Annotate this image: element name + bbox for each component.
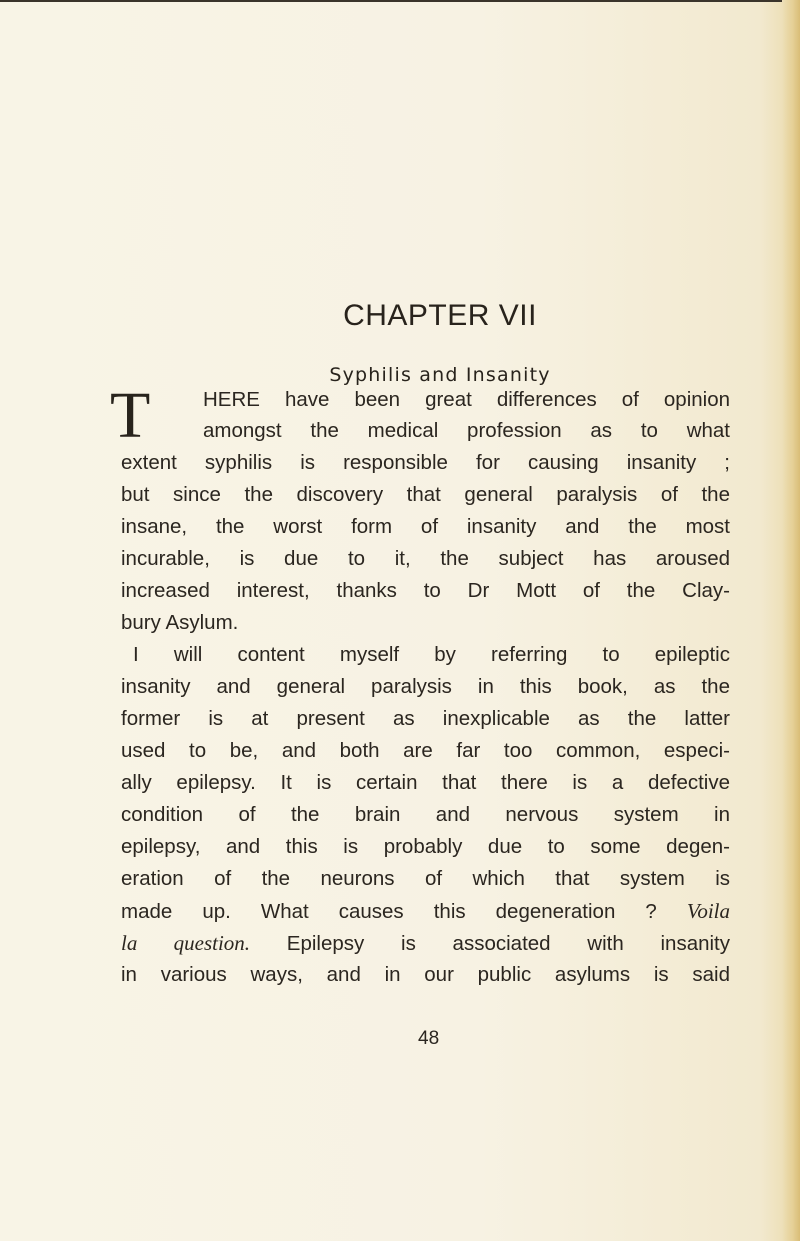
text-line: insanity and general paralysis in this book, as the: [121, 675, 730, 698]
chapter-title: CHAPTER VII: [343, 299, 537, 332]
text-line: bury Asylum.: [121, 611, 239, 634]
text-line: HERE have been great differences of opinion: [203, 388, 730, 411]
text-line: increased interest, thanks to Dr Mott of the Clay-: [121, 579, 730, 602]
text-span: Epilepsy is associated with insanity: [286, 932, 731, 955]
text-line: former is at present as inexplicable as the latter: [121, 707, 730, 730]
text-line: insane, the worst form of insanity and the most: [121, 515, 730, 538]
text-line: [121, 929, 730, 957]
text-line: epilepsy, and this is probably due to some degen-: [121, 835, 730, 858]
scan-top-rule: [0, 0, 782, 2]
text-span: made up. What causes this degeneration ?: [121, 900, 657, 923]
text-line: I will content myself by referring to epileptic: [133, 643, 730, 666]
page-number: 48: [418, 1028, 440, 1049]
page-edge-shading: [782, 0, 800, 1241]
italic-text: la question.: [121, 931, 251, 955]
text-line: [121, 897, 730, 925]
text-line: but since the discovery that general paralysis of the: [121, 483, 730, 506]
text-line: extent syphilis is responsible for causing insanity ;: [121, 451, 730, 474]
italic-text: Voila: [686, 899, 730, 923]
drop-cap: T: [110, 379, 151, 452]
text-line: condition of the brain and nervous system in: [121, 803, 730, 826]
text-line: ally epilepsy. It is certain that there is a defective: [121, 771, 730, 794]
text-line: amongst the medical profession as to what: [203, 419, 730, 442]
text-line: incurable, is due to it, the subject has aroused: [121, 547, 730, 570]
chapter-subtitle: Syphilis and Insanity: [329, 364, 551, 386]
text-line: used to be, and both are far too common, especi-: [121, 739, 730, 762]
text-line: eration of the neurons of which that system is: [121, 867, 730, 890]
text-line: in various ways, and in our public asylums is said: [121, 963, 730, 986]
